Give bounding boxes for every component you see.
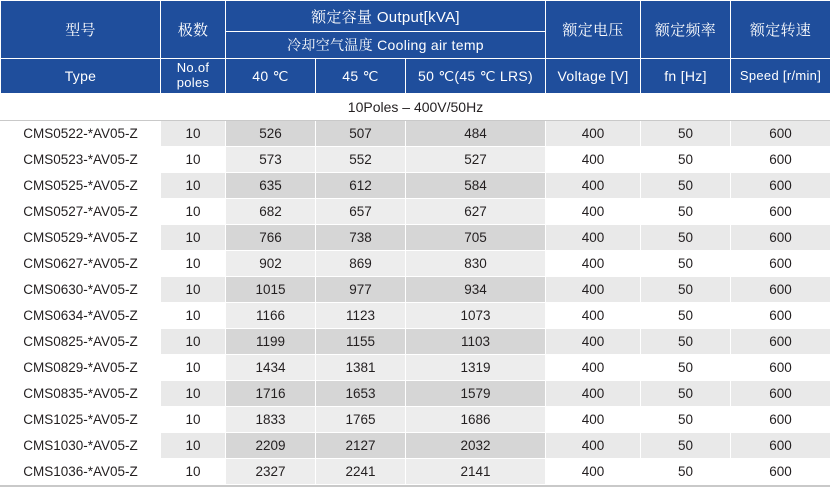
cell-temp45: 977 <box>316 277 406 303</box>
cell-poles: 10 <box>161 121 226 147</box>
cell-temp50: 1319 <box>406 355 546 381</box>
table-row <box>1 407 830 433</box>
table-row <box>1 303 830 329</box>
cell-temp40: 682 <box>226 199 316 225</box>
cell-temp45: 738 <box>316 225 406 251</box>
table-row <box>1 329 830 355</box>
cell-model: CMS0527-*AV05-Z <box>1 199 161 225</box>
cell-temp40: 1199 <box>226 329 316 355</box>
header-speed-cn: 额定转速 <box>731 1 830 59</box>
cell-speed: 600 <box>731 355 830 381</box>
cell-frequency: 50 <box>641 225 731 251</box>
cell-temp45: 612 <box>316 173 406 199</box>
cell-temp45: 552 <box>316 147 406 173</box>
header-model-en: Type <box>1 59 161 94</box>
cell-model: CMS0627-*AV05-Z <box>1 251 161 277</box>
table-row <box>1 381 830 407</box>
table-body <box>1 121 830 485</box>
table-row <box>1 459 830 485</box>
cell-frequency: 50 <box>641 173 731 199</box>
cell-poles: 10 <box>161 329 226 355</box>
cell-model: CMS0523-*AV05-Z <box>1 147 161 173</box>
header-voltage-en: Voltage [V] <box>546 59 641 94</box>
header-temp-50: 50 ℃(45 ℃ LRS) <box>406 59 546 94</box>
cell-voltage: 400 <box>546 433 641 459</box>
cell-speed: 600 <box>731 199 830 225</box>
header-capacity <box>226 1 546 32</box>
cell-temp50: 830 <box>406 251 546 277</box>
cell-temp40: 573 <box>226 147 316 173</box>
cell-voltage: 400 <box>546 121 641 147</box>
header-model-cn: 型号 <box>1 1 161 59</box>
cell-voltage: 400 <box>546 329 641 355</box>
cell-temp45: 869 <box>316 251 406 277</box>
cell-temp45: 1123 <box>316 303 406 329</box>
cell-frequency: 50 <box>641 121 731 147</box>
header-cooling-cn: 冷却空气温度 <box>287 37 373 53</box>
cell-temp45: 1155 <box>316 329 406 355</box>
cell-voltage: 400 <box>546 251 641 277</box>
table-row <box>1 199 830 225</box>
cell-poles: 10 <box>161 277 226 303</box>
cell-frequency: 50 <box>641 199 731 225</box>
cell-temp50: 1073 <box>406 303 546 329</box>
cell-temp40: 2209 <box>226 433 316 459</box>
section-row <box>1 94 830 121</box>
cell-temp40: 526 <box>226 121 316 147</box>
cell-speed: 600 <box>731 433 830 459</box>
cell-frequency: 50 <box>641 329 731 355</box>
cell-frequency: 50 <box>641 251 731 277</box>
cell-temp50: 1103 <box>406 329 546 355</box>
cell-poles: 10 <box>161 407 226 433</box>
cell-speed: 600 <box>731 459 830 485</box>
cell-temp45: 1765 <box>316 407 406 433</box>
cell-temp40: 1716 <box>226 381 316 407</box>
cell-speed: 600 <box>731 381 830 407</box>
header-row-3 <box>1 59 830 94</box>
cell-temp45: 1653 <box>316 381 406 407</box>
cell-model: CMS1036-*AV05-Z <box>1 459 161 485</box>
cell-frequency: 50 <box>641 277 731 303</box>
table-header <box>1 1 830 94</box>
table-row <box>1 251 830 277</box>
cell-poles: 10 <box>161 199 226 225</box>
header-temp-45: 45 ℃ <box>316 59 406 94</box>
cell-frequency: 50 <box>641 147 731 173</box>
cell-temp45: 657 <box>316 199 406 225</box>
cell-poles: 10 <box>161 433 226 459</box>
cell-model: CMS0522-*AV05-Z <box>1 121 161 147</box>
header-temp-40: 40 ℃ <box>226 59 316 94</box>
cell-frequency: 50 <box>641 381 731 407</box>
header-capacity-en: Output[kVA] <box>377 9 460 26</box>
section-title: 10Poles – 400V/50Hz <box>1 94 830 121</box>
table-row <box>1 147 830 173</box>
section-band <box>1 94 830 121</box>
cell-temp50: 2141 <box>406 459 546 485</box>
cell-model: CMS1030-*AV05-Z <box>1 433 161 459</box>
table-row <box>1 121 830 147</box>
cell-voltage: 400 <box>546 303 641 329</box>
cell-model: CMS1025-*AV05-Z <box>1 407 161 433</box>
cell-poles: 10 <box>161 459 226 485</box>
table-row <box>1 355 830 381</box>
cell-frequency: 50 <box>641 407 731 433</box>
cell-frequency: 50 <box>641 433 731 459</box>
cell-speed: 600 <box>731 173 830 199</box>
cell-poles: 10 <box>161 355 226 381</box>
cell-temp50: 627 <box>406 199 546 225</box>
cell-temp40: 1434 <box>226 355 316 381</box>
cell-temp40: 1015 <box>226 277 316 303</box>
cell-voltage: 400 <box>546 199 641 225</box>
cell-model: CMS0634-*AV05-Z <box>1 303 161 329</box>
cell-speed: 600 <box>731 147 830 173</box>
cell-poles: 10 <box>161 225 226 251</box>
cell-temp50: 934 <box>406 277 546 303</box>
cell-voltage: 400 <box>546 173 641 199</box>
cell-temp50: 1579 <box>406 381 546 407</box>
cell-temp50: 1686 <box>406 407 546 433</box>
cell-temp40: 766 <box>226 225 316 251</box>
cell-temp50: 705 <box>406 225 546 251</box>
cell-temp50: 2032 <box>406 433 546 459</box>
cell-voltage: 400 <box>546 277 641 303</box>
cell-poles: 10 <box>161 251 226 277</box>
cell-speed: 600 <box>731 329 830 355</box>
cell-voltage: 400 <box>546 147 641 173</box>
table-row <box>1 173 830 199</box>
table-row <box>1 433 830 459</box>
cell-model: CMS0829-*AV05-Z <box>1 355 161 381</box>
header-cooling-en: Cooling air temp <box>377 37 484 53</box>
cell-voltage: 400 <box>546 225 641 251</box>
cell-model: CMS0825-*AV05-Z <box>1 329 161 355</box>
header-poles-cn: 极数 <box>161 1 226 59</box>
cell-temp40: 1166 <box>226 303 316 329</box>
cell-temp45: 507 <box>316 121 406 147</box>
cell-model: CMS0529-*AV05-Z <box>1 225 161 251</box>
cell-temp45: 1381 <box>316 355 406 381</box>
cell-voltage: 400 <box>546 459 641 485</box>
cell-temp40: 1833 <box>226 407 316 433</box>
cell-poles: 10 <box>161 173 226 199</box>
cell-speed: 600 <box>731 121 830 147</box>
cell-poles: 10 <box>161 303 226 329</box>
cell-model: CMS0630-*AV05-Z <box>1 277 161 303</box>
table-row <box>1 225 830 251</box>
header-row-1 <box>1 1 830 32</box>
cell-poles: 10 <box>161 381 226 407</box>
cell-temp40: 2327 <box>226 459 316 485</box>
cell-frequency: 50 <box>641 303 731 329</box>
cell-temp50: 527 <box>406 147 546 173</box>
header-cooling <box>226 32 546 59</box>
cell-frequency: 50 <box>641 355 731 381</box>
cell-model: CMS0525-*AV05-Z <box>1 173 161 199</box>
header-poles-en: No.of poles <box>161 59 226 94</box>
cell-temp40: 902 <box>226 251 316 277</box>
header-frequency-cn: 额定频率 <box>641 1 731 59</box>
cell-model: CMS0835-*AV05-Z <box>1 381 161 407</box>
cell-speed: 600 <box>731 303 830 329</box>
cell-temp50: 584 <box>406 173 546 199</box>
cell-voltage: 400 <box>546 407 641 433</box>
table-row <box>1 277 830 303</box>
cell-temp40: 635 <box>226 173 316 199</box>
cell-speed: 600 <box>731 277 830 303</box>
header-frequency-en: fn [Hz] <box>641 59 731 94</box>
cell-speed: 600 <box>731 225 830 251</box>
cell-voltage: 400 <box>546 355 641 381</box>
header-voltage-cn: 额定电压 <box>546 1 641 59</box>
cell-speed: 600 <box>731 251 830 277</box>
cell-speed: 600 <box>731 407 830 433</box>
header-capacity-cn: 额定容量 <box>311 9 372 26</box>
cell-temp45: 2241 <box>316 459 406 485</box>
cell-temp50: 484 <box>406 121 546 147</box>
cell-temp45: 2127 <box>316 433 406 459</box>
cell-frequency: 50 <box>641 459 731 485</box>
cell-poles: 10 <box>161 147 226 173</box>
cell-voltage: 400 <box>546 381 641 407</box>
header-speed-en: Speed [r/min] <box>731 59 830 94</box>
